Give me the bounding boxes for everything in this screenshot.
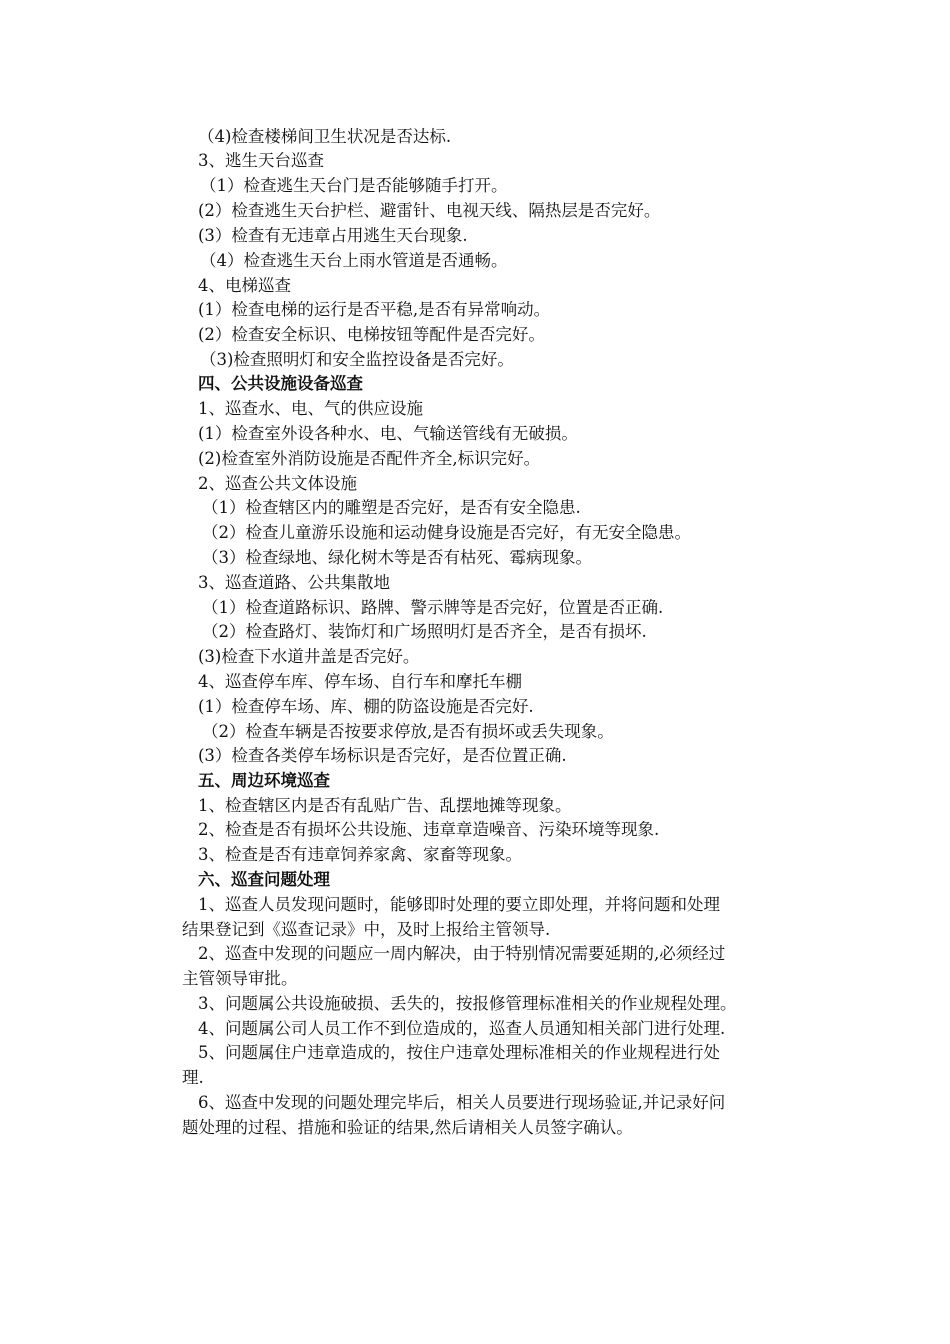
text-line: 1、巡查人员发现问题时，能够即时处理的要立即处理，并将问题和处理 [198,895,720,914]
text-line: （3)检查照明灯和安全监控设备是否完好。 [200,350,514,369]
text-line: 题处理的过程、措施和验证的结果,然后请相关人员签字确认。 [182,1118,633,1137]
text-line: (3)检查下水道井盖是否完好。 [198,647,420,666]
section-heading: 四、公共设施设备巡查 [198,374,363,393]
text-line: （4）检查逃生天台上雨水管道是否通畅。 [200,251,508,270]
text-line: 理. [182,1068,204,1087]
text-line: 2、巡查中发现的问题应一周内解决，由于特别情况需要延期的,必须经过 [198,944,726,963]
text-line: (1）检查室外设各种水、电、气输送管线有无破损。 [198,424,578,443]
text-line: 4、巡查停车库、停车场、自行车和摩托车棚 [198,672,522,691]
text-line: 主管领导审批。 [182,969,298,988]
text-line: 3、逃生天台巡查 [198,151,324,170]
text-line: (3）检查各类停车场标识是否完好，是否位置正确. [198,746,567,765]
text-line: （2）检查路灯、装饰灯和广场照明灯是否齐全，是否有损坏. [202,622,647,641]
text-line: （1）检查逃生天台门是否能够随手打开。 [200,176,508,195]
section-heading: 六、巡查问题处理 [198,870,330,889]
text-line: (3）检查有无违章占用逃生天台现象. [198,226,468,245]
text-line: 4、电梯巡查 [198,276,291,295]
text-line: (2）检查逃生天台护栏、避雷针、电视天线、隔热层是否完好。 [198,201,661,220]
text-line: 3、问题属公共设施破损、丢失的，按报修管理标准相关的作业规程处理。 [198,994,737,1013]
text-line: 6、巡查中发现的问题处理完毕后，相关人员要进行现场验证,并记录好问 [198,1093,726,1112]
text-line: (1）检查停车场、库、棚的防盗设施是否完好. [198,697,534,716]
text-line: （2）检查儿童游乐设施和运动健身设施是否完好，有无安全隐患。 [202,523,691,542]
text-line: (1）检查电梯的运行是否平稳,是否有异常响动。 [198,300,551,319]
text-line: 1、巡查水、电、气的供应设施 [198,399,423,418]
text-line: (2)检查室外消防设施是否配件齐全,标识完好。 [198,449,541,468]
section-heading: 五、周边环境巡查 [198,771,330,790]
text-line: 1、检查辖区内是否有乱贴广告、乱摆地摊等现象。 [198,796,572,815]
text-line: 5、问题属住户违章造成的，按住户违章处理标准相关的作业规程进行处 [198,1043,720,1062]
text-line: （4)检查楼梯间卫生状况是否达标. [198,127,452,146]
text-line: （1）检查辖区内的雕塑是否完好，是否有安全隐患. [202,498,581,517]
text-line: 3、巡查道路、公共集散地 [198,573,390,592]
text-line: （2）检查车辆是否按要求停放,是否有损坏或丢失现象。 [202,722,614,741]
text-line: 2、巡查公共文体设施 [198,474,357,493]
text-line: 2、检查是否有损坏公共设施、违章章造噪音、污染环境等现象. [198,820,660,839]
text-line: （3）检查绿地、绿化树木等是否有枯死、霉病现象。 [202,548,592,567]
text-line: （1）检查道路标识、路牌、警示牌等是否完好，位置是否正确. [202,598,664,617]
text-line: 4、问题属公司人员工作不到位造成的，巡查人员通知相关部门进行处理. [198,1019,726,1038]
text-line: (2）检查安全标识、电梯按钮等配件是否完好。 [198,325,545,344]
text-line: 结果登记到《巡查记录》中，及时上报给主管领导. [182,920,551,939]
text-line: 3、检查是否有违章饲养家禽、家畜等现象。 [198,845,522,864]
